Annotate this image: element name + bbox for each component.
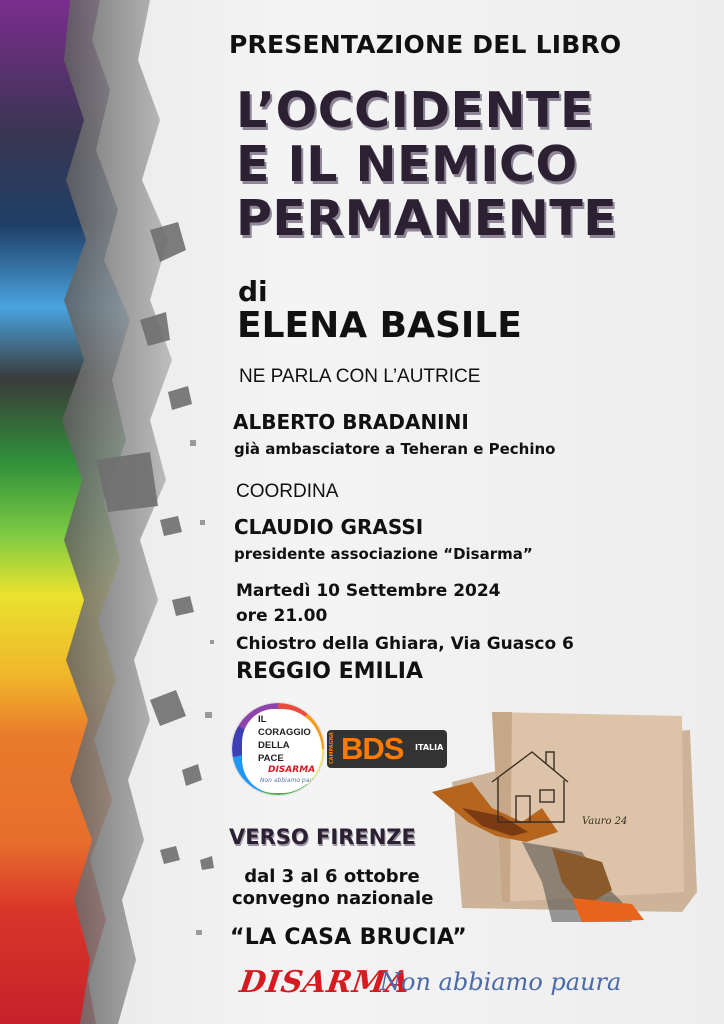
by-label: di xyxy=(238,275,268,308)
moderator-role: presidente associazione “Disarma” xyxy=(234,545,533,563)
book-title-line-1: L’OCCIDENTE xyxy=(236,82,594,139)
talk-intro: NE PARLA CON L’AUTRICE xyxy=(239,366,481,387)
book-title-line-3: PERMANENTE xyxy=(236,190,618,247)
slogan: Non abbiamo paura xyxy=(380,968,622,996)
guest-role: già ambasciatore a Teheran e Pechino xyxy=(234,440,556,458)
upcoming-dates: dal 3 al 6 ottobre xyxy=(244,866,420,887)
coraggio-della-pace-logo: IL CORAGGIO DELLA PACE DISARMA Non abbiamo paura xyxy=(232,703,324,795)
event-date: Martedì 10 Settembre 2024 xyxy=(236,581,501,601)
moderator-name: CLAUDIO GRASSI xyxy=(234,515,424,539)
upcoming-heading: VERSO FIRENZE xyxy=(229,825,416,849)
bds-italia-logo: CAMPAGNA BDS ITALIA xyxy=(327,730,447,768)
guest-name: ALBERTO BRADANINI xyxy=(233,410,469,434)
book-title-line-2: E IL NEMICO xyxy=(236,136,578,193)
upcoming-kind: convegno nazionale xyxy=(232,888,434,909)
painted-rubble-border xyxy=(0,0,230,1024)
event-city: REGGIO EMILIA xyxy=(236,659,423,684)
artist-signature: Vauro 24 xyxy=(582,816,628,827)
disarma-logo: DISARMA xyxy=(237,965,413,1000)
upcoming-event-name: “LA CASA BRUCIA” xyxy=(230,925,468,950)
author-name: ELENA BASILE xyxy=(237,305,522,346)
burning-house-illustration xyxy=(432,712,700,922)
section-header: PRESENTAZIONE DEL LIBRO xyxy=(229,30,622,59)
coordina-label: COORDINA xyxy=(236,481,339,502)
event-time: ore 21.00 xyxy=(236,606,328,626)
event-place: Chiostro della Ghiara, Via Guasco 6 xyxy=(236,634,574,654)
